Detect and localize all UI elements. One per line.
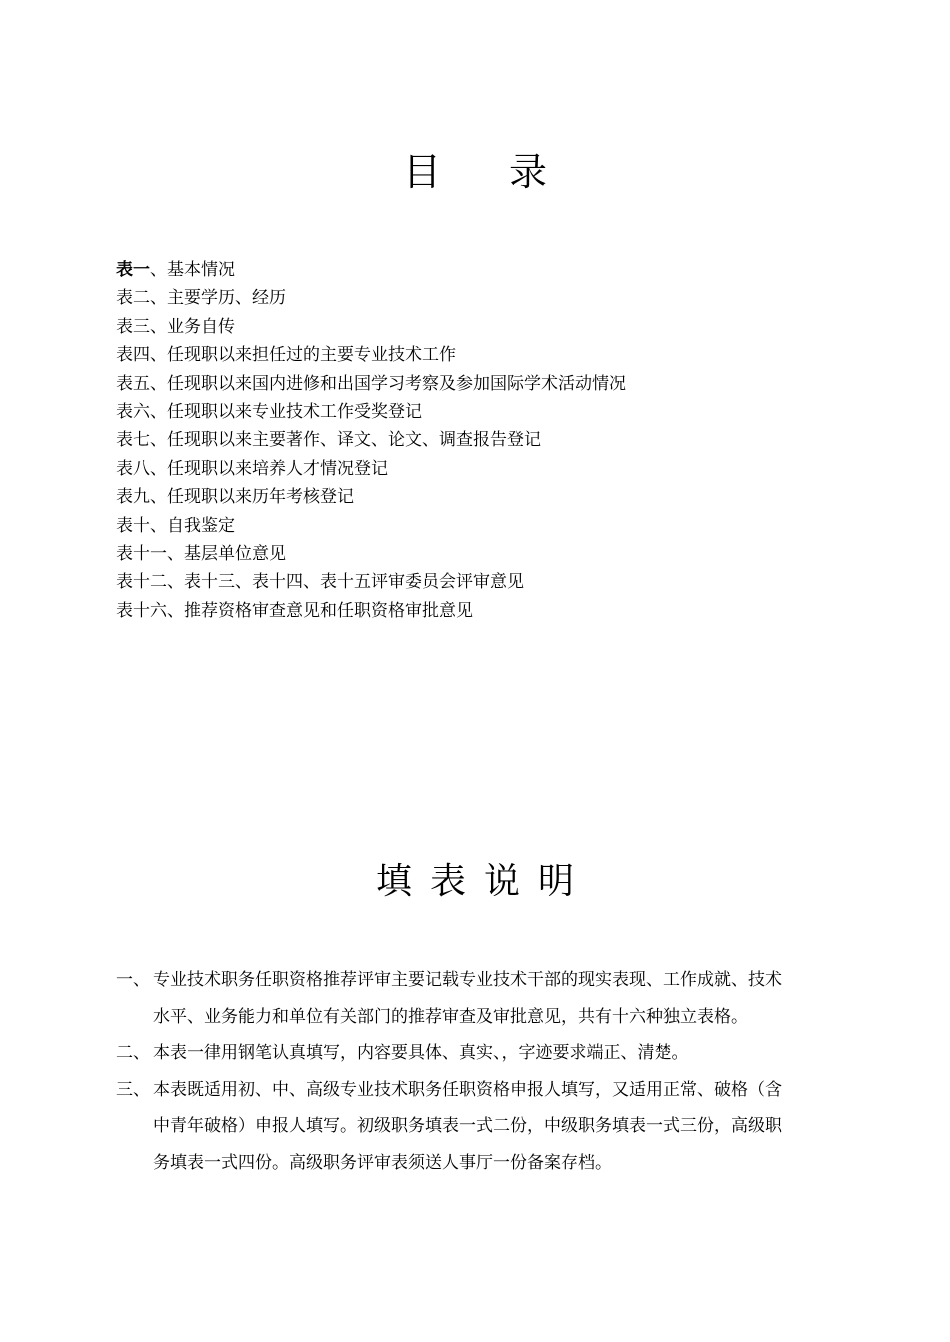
toc-item: 表八、任现职以来培养人才情况登记 (116, 458, 388, 479)
toc-list (116, 256, 626, 625)
toc-item (116, 256, 626, 284)
toc-item: 表六、任现职以来专业技术工作受奖登记 (116, 401, 422, 422)
instruction-number: 三、 (116, 1079, 150, 1100)
instruction-number: 二、 (116, 1043, 150, 1063)
toc-item: 表五、任现职以来国内进修和出国学习考察及参加国际学术活动情况 (116, 373, 626, 394)
toc-item: 表十、自我鉴定 (116, 515, 235, 536)
instruction-item (116, 962, 868, 1035)
instruction-line: 中青年破格）申报人填写。初级职务填表一式二份，中级职务填表一式三份，高级职 (153, 1116, 782, 1136)
toc-title (0, 146, 950, 198)
toc-item: 表三、业务自传 (116, 316, 235, 337)
toc-item-bold-prefix: 表一 (116, 260, 150, 280)
toc-title-right: 录 (509, 150, 548, 194)
instructions-list (116, 962, 868, 1181)
toc-item: 表十二、表十三、表十四、表十五评审委员会评审意见 (116, 572, 524, 593)
instructions-title: 填表说明 (375, 861, 592, 902)
instruction-item (116, 1035, 868, 1072)
toc-item: 表七、任现职以来主要著作、译文、论文、调查报告登记 (116, 430, 541, 451)
toc-title-left: 目 (402, 150, 441, 194)
toc-item: 表十一、基层单位意见 (116, 543, 286, 564)
instruction-number: 一、 (116, 970, 150, 990)
toc-item: 表十六、推荐资格审查意见和任职资格审批意见 (116, 600, 473, 621)
toc-item-text: 、基本情况 (150, 260, 235, 280)
instruction-line: 本表既适用初、中、高级专业技术职务任职资格申报人填写，又适用正常、破格（含 (153, 1079, 782, 1100)
instruction-line: 本表一律用钢笔认真填写，内容要具体、真实、，字迹要求端正、清楚。 (153, 1043, 689, 1063)
instruction-line: 务填表一式四份。高级职务评审表须送人事厅一份备案存档。 (153, 1152, 612, 1173)
toc-item: 表四、任现职以来担任过的主要专业技术工作 (116, 345, 456, 366)
instruction-item (116, 1072, 868, 1182)
toc-item: 表二、主要学历、经历 (116, 288, 286, 309)
instruction-line: 水平、业务能力和单位有关部门的推荐审查及审批意见，共有十六种独立表格。 (153, 1006, 748, 1027)
instruction-line: 专业技术职务任职资格推荐评审主要记载专业技术干部的现实表现、工作成就、技术 (153, 970, 782, 990)
toc-item: 表九、任现职以来历年考核登记 (116, 487, 354, 508)
